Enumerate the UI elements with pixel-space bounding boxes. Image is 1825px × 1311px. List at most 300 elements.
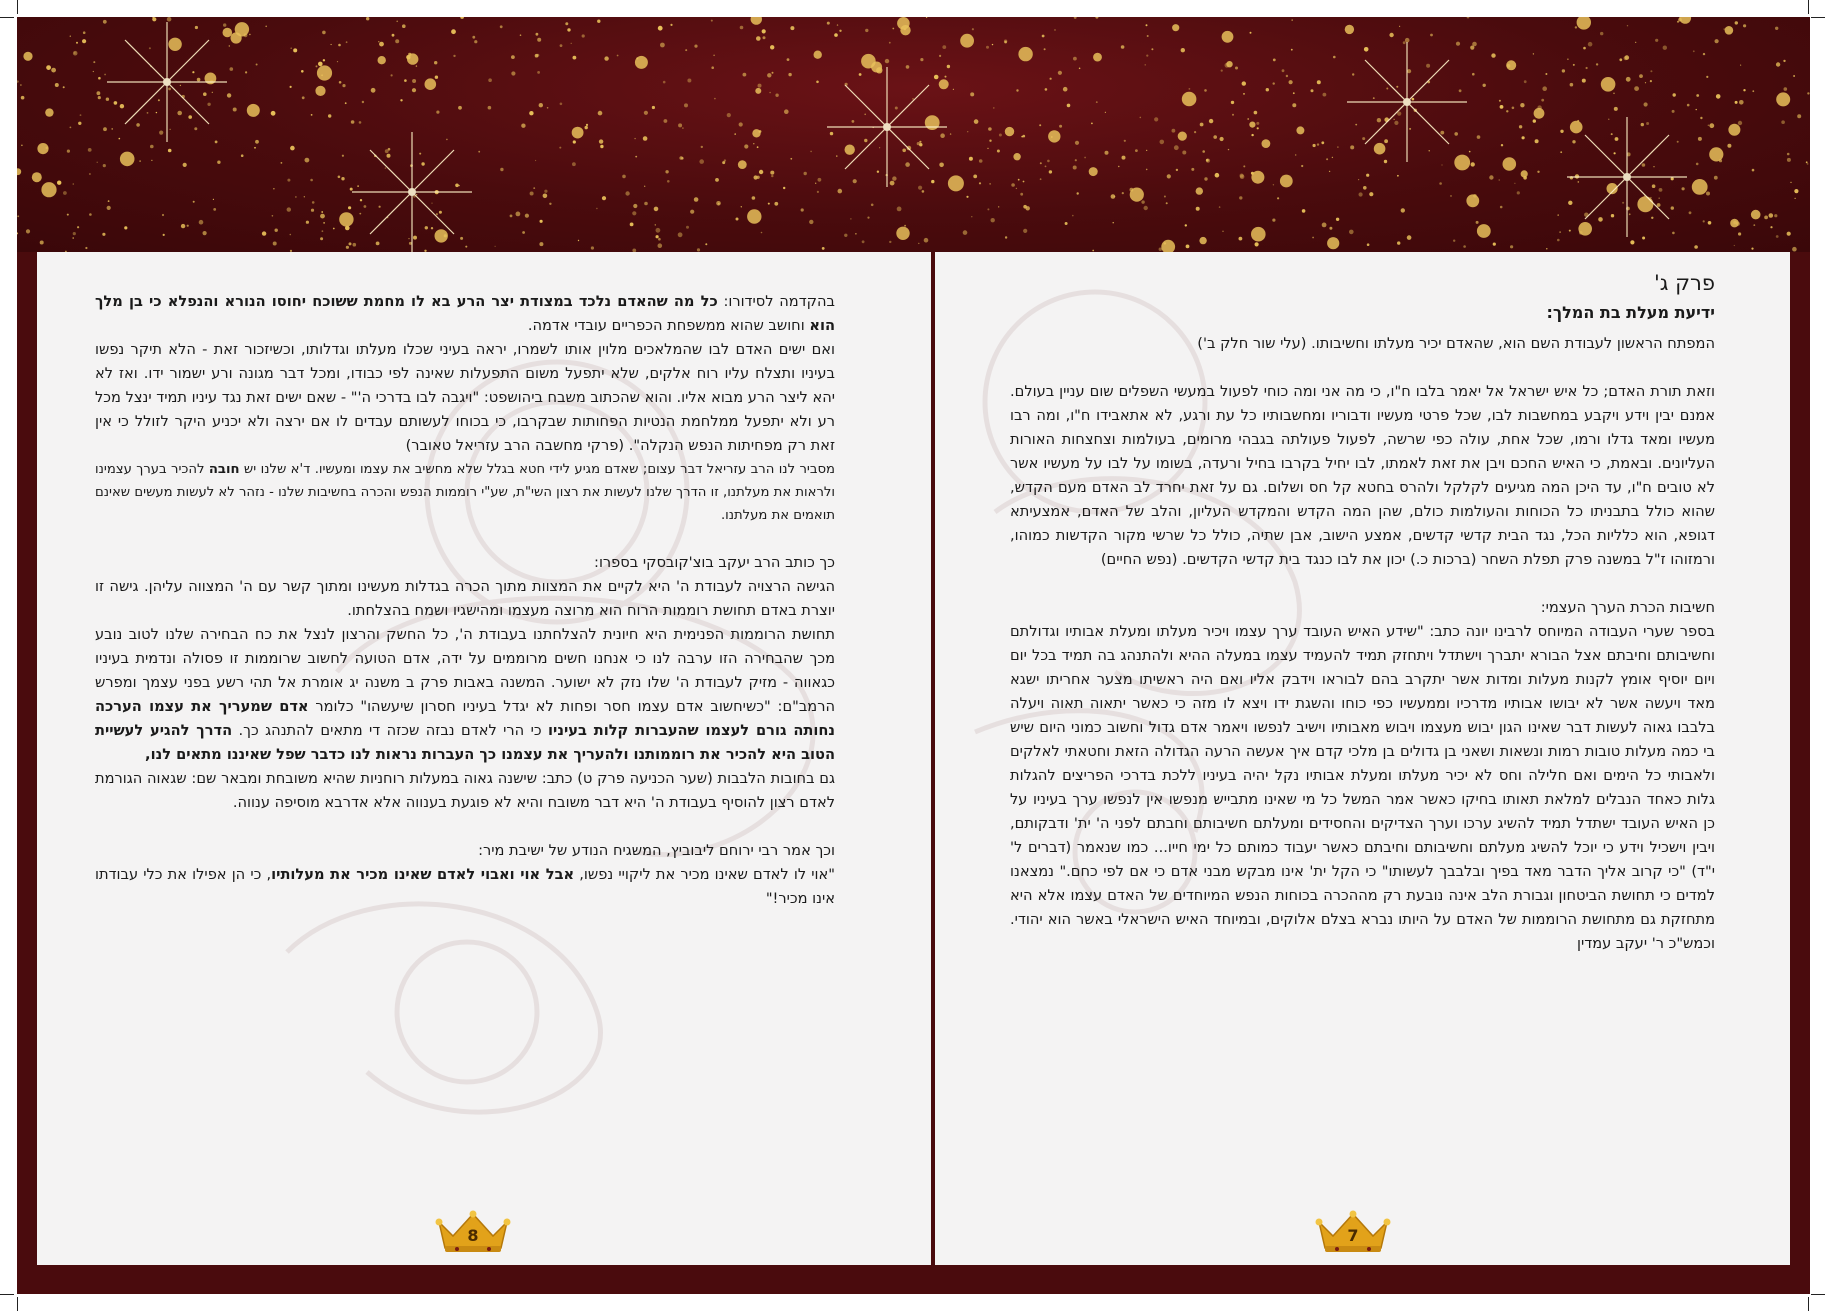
glitter-dot xyxy=(1567,58,1569,60)
glitter-dot xyxy=(371,88,376,93)
glitter-dot xyxy=(1651,217,1653,219)
glitter-dot xyxy=(1568,201,1572,205)
glitter-dot xyxy=(736,218,739,221)
glitter-dot xyxy=(1559,231,1560,232)
glitter-dot xyxy=(407,53,418,64)
glitter-dot xyxy=(711,66,714,69)
glitter-dot xyxy=(572,127,584,139)
text-run: מסביר לנו הרב עזריאל דבר עצום; שאדם מגיע לידי חטא בגלל שלא מחשיב את עצמו ומעשיו. ד'א שלנו יש xyxy=(239,462,835,477)
glitter-dot xyxy=(136,123,140,127)
glitter-dot xyxy=(1075,159,1077,161)
glitter-dot xyxy=(1311,89,1314,92)
glitter-dot xyxy=(834,33,838,37)
glitter-dot xyxy=(1694,245,1698,249)
glitter-dot xyxy=(1231,101,1234,104)
glitter-dot xyxy=(1510,245,1513,248)
glitter-dot xyxy=(585,126,588,129)
glitter-dot xyxy=(1016,188,1017,189)
glitter-dot xyxy=(1689,211,1692,214)
glitter-dot xyxy=(1776,62,1780,66)
glitter-dot xyxy=(804,172,807,175)
glitter-dot xyxy=(455,184,459,188)
glitter-dot xyxy=(290,47,292,49)
glitter-dot xyxy=(877,171,879,173)
glitter-dot xyxy=(1698,137,1702,141)
text-run: בספר שערי העבודה המיוחס לרבינו יונה כתב: "שידע האיש העובד ערך עצמו ויכיר מעלתו ומעלת אבותיו וגדולתם וחשיבותם וחיבתם אצל הבורא יתברך וישתדל ויתחזק תמיד להעמיד עצמו במעלה ההיא ולהתנהג בה תמיד בכל יום ויום יוסיף אומץ לקנות מעלות ומדות אשר יתקרב בהם לבוראו וידבק אליו ואם היה ראשיתו מצער אחריתו ישגא מאד ויעשה אשר לא יבושו אבותיו מדרכיו וממעשיו כפי כוחו והשגת ידו ויצא לו מזה כי כאשר יתאוה תאוה ויעלה בלבבו גאוה לעשות דבר שאינו הגון יבוש מעצמו ויבוש מאבותיו וישיב לנפשו ויאמר אדם גדול וחשוב כמוני היום שיש בי כמה מעלות טובות רמות ונשאות ושאני בן גדולים בן מלכי קדם איך אעשה הרעה הגדולה הזאת וחטאתי לאלקים ולאבותי כל הימים ואם חלילה וחס לא יכיר מעלתו ומעלת אבותיו נקל יהיה בעיניו ללכת בדרכי הפריצים להגלות גלות כאחד הנבלים למלאת תאותו בחיקו כאשר אמר המשל כל מי שאינו מתבייש מנפשו אין לנפשו ערך בעיניו על כן האיש העובד ישתדל תמיד להשיג ערכו וערך הצדיקים והחסידים ומעלתם חשיבותם וחבתם לפני ה' ית' ודבקותם, ויבין וישכיל וידע כי יוכל להשיג מעלתם וחשיבותם וחיבתם כאשר יעבוד כמותם כל ימי חייו... כמו שנאמר (דברים ל' י"ד) "כי קרוב אליך הדבר מאד בפיך ובלבבך לעשותו" כי הקל ית' אינו מבקש מבני אדם כי אם לפי כחם." נמצאנו למדים כי תחושת הביטחון וגבורת הלב אינה נובעת רק מההכרה בכוחות הנפש המיוחדים של האדם עצמו אלא היא מתחזקת גם מתחושת הרוממות של האדם על היותו נברא בצלם אלוקים, ובמיוחד האיש הישראלי באשר הוא יהודי. וכמש"כ ר' יעקב עמדין xyxy=(1010,623,1715,952)
glitter-dot xyxy=(890,181,895,186)
glitter-dot xyxy=(1627,25,1628,26)
glitter-dot xyxy=(255,140,259,144)
glitter-dot xyxy=(1202,150,1205,153)
glitter-dot xyxy=(822,247,825,250)
glitter-dot xyxy=(759,170,763,174)
glitter-dot xyxy=(1781,120,1785,124)
glitter-dot xyxy=(435,229,448,242)
glitter-dot xyxy=(1533,53,1534,54)
glitter-dot xyxy=(159,131,163,135)
glitter-dot xyxy=(1151,48,1153,50)
glitter-dot xyxy=(967,131,968,132)
glitter-dot xyxy=(1795,198,1796,199)
glitter-dot xyxy=(897,207,902,212)
glitter-dot xyxy=(345,226,350,231)
glitter-dot xyxy=(738,160,747,169)
glitter-dot xyxy=(889,241,891,243)
glitter-dot xyxy=(1629,213,1631,215)
glitter-dot xyxy=(814,51,822,59)
glitter-dot xyxy=(76,42,78,44)
glitter-dot xyxy=(1026,206,1030,210)
glitter-dot xyxy=(686,226,689,229)
glitter-dot xyxy=(1807,163,1809,165)
glitter-dot xyxy=(1225,63,1230,68)
glitter-dot xyxy=(339,212,353,226)
glitter-dot xyxy=(1072,215,1074,217)
glitter-dot xyxy=(1560,130,1563,133)
glitter-dot xyxy=(1806,161,1808,163)
paragraph xyxy=(95,623,835,767)
glitter-dot xyxy=(572,162,576,166)
glitter-dot xyxy=(1222,31,1234,43)
glitter-dot xyxy=(1286,75,1288,77)
glitter-dot xyxy=(1696,109,1697,110)
glitter-dot xyxy=(287,179,290,182)
glitter-dot xyxy=(1409,128,1411,130)
glitter-dot xyxy=(543,194,548,199)
glitter-dot xyxy=(421,162,424,165)
glitter-dot xyxy=(559,147,561,149)
glitter-dot xyxy=(853,179,857,183)
glitter-dot xyxy=(1004,41,1007,44)
glitter-dot xyxy=(245,71,247,73)
glitter-dot xyxy=(323,59,325,61)
glitter-dot xyxy=(1144,206,1148,210)
glitter-dot xyxy=(865,29,868,32)
glitter-dot xyxy=(1769,213,1774,218)
glitter-dot xyxy=(1630,240,1634,244)
glitter-dot xyxy=(102,233,105,236)
glitter-dot xyxy=(459,185,460,186)
glitter-dot xyxy=(658,243,663,248)
glitter-dot xyxy=(158,99,160,101)
glitter-dot xyxy=(1655,39,1658,42)
glitter-dot xyxy=(1140,117,1142,119)
glitter-dot xyxy=(1557,239,1560,242)
glitter-dot xyxy=(453,55,455,57)
text-run: וזאת תורת האדם; כל איש ישראל אל יאמר בלבו ח"ו, כי מה אני ומה כוחי לפעול במעשי השפלים שום עניין בעולם. אמנם יבין וידע ויקבע במחשבות לבו, שכל פרטי מעשיו ודבוריו ומחשבותיו כל עת ורגע, לא אתאבידו ח"ו, ומה רבו מעשיו ומאד גדלו ורמו, שכל אחת, עולה כפי שרשה, לפעול פעולתה בגבהי מרומים, בעולמות וצחצחות האורות העליונים. ובאמת, כי האיש החכם ויבן את זאת לאמתו, לבו יחיל בקרבו בחיל ורעדה, בשומו על לבו על מעשיו אשר לא טובים ח"ו, עד היכן המה מגיעים לקלקל ולהרס בחטא קל חס ושלום. גם על זאת יחרד לב האדם מעם הקדש, שהוא כולל בתבניתו כל הכוחות והעולמות כולם, שהן המה הקדש והמקדש העליון, והלב של האדם, אמצעיתא דגופא, הוא כלליות הכל, נגד הבית קדשי קדשים, אמצע הישוב, אבן שתיה, כולל כל שרשי מקור הקדשות כמוהו, ורמזוהו ז"ל במשנה פרק תפלת השחר (ברכות כ.) יכון את לבו כנגד בית קדשי הקדשים. (נפש החיים) xyxy=(1010,383,1715,568)
glitter-dot xyxy=(537,38,541,42)
glitter-dot xyxy=(892,176,896,180)
right-page-body xyxy=(1010,332,1715,956)
glitter-dot xyxy=(1377,118,1381,122)
bold-text: כל מה שהאדם נלכד במצודת יצר הרע בא לו מחמת ששוכח יחוסו הנורא והנפלא כי בן מלך הוא xyxy=(95,293,835,334)
glitter-dot xyxy=(897,17,910,30)
glitter-dot xyxy=(425,78,437,90)
glitter-dot xyxy=(1364,47,1369,52)
glitter-dot xyxy=(1075,141,1079,145)
glitter-dot xyxy=(768,203,770,205)
glitter-dot xyxy=(1537,105,1541,109)
glitter-dot xyxy=(1703,220,1705,222)
glitter-dot xyxy=(770,45,774,49)
glitter-dot xyxy=(488,106,492,110)
glitter-dot xyxy=(573,56,577,60)
glitter-dot xyxy=(1065,222,1068,225)
glitter-dot xyxy=(511,71,515,75)
glitter-dot xyxy=(1362,137,1365,140)
glitter-dot xyxy=(1272,219,1275,222)
glitter-dot xyxy=(1776,92,1790,106)
glitter-dot xyxy=(156,112,157,113)
glitter-dot xyxy=(979,182,981,184)
glitter-dot xyxy=(1787,232,1791,236)
paragraph xyxy=(95,290,835,338)
glitter-dot xyxy=(17,215,19,217)
glitter-dot xyxy=(678,232,683,237)
glitter-dot xyxy=(1715,39,1719,43)
glitter-dot xyxy=(867,217,869,219)
glitter-dot xyxy=(1077,192,1079,194)
glitter-dot xyxy=(1727,144,1731,148)
glitter-dot xyxy=(67,214,69,216)
glitter-dot xyxy=(660,43,665,48)
glitter-dot xyxy=(1256,122,1259,125)
glitter-dot xyxy=(715,178,719,182)
glitter-dot xyxy=(106,98,109,101)
sparkle-star xyxy=(107,22,227,142)
crop-mark xyxy=(0,17,14,18)
glitter-dot xyxy=(416,194,417,195)
glitter-dot xyxy=(993,107,995,109)
glitter-dot xyxy=(1430,34,1433,37)
glitter-dot xyxy=(80,114,82,116)
glitter-dot xyxy=(790,26,794,30)
glitter-dot xyxy=(241,154,244,157)
glitter-dot xyxy=(1039,124,1041,126)
glitter-dot xyxy=(1091,123,1093,125)
sparkle-star xyxy=(827,67,947,187)
glitter-dot xyxy=(364,205,367,208)
glitter-dot xyxy=(600,145,603,148)
glitter-dot xyxy=(761,232,763,234)
glitter-dot xyxy=(1734,245,1735,246)
glitter-dot xyxy=(1586,67,1588,69)
glitter-dot xyxy=(892,28,894,30)
glitter-dot xyxy=(488,78,492,82)
glitter-dot xyxy=(904,225,906,227)
glitter-dot xyxy=(644,111,648,115)
glitter-dot xyxy=(119,138,121,140)
glitter-dot xyxy=(1775,27,1778,30)
text-run: המפתח הראשון לעבודת השם הוא, שהאדם יכיר מעלתו וחשיבותו. (עלי שור חלק ב') xyxy=(1197,335,1715,352)
glitter-dot xyxy=(1454,155,1470,171)
page-number-crown-right xyxy=(1313,1208,1393,1256)
glitter-dot xyxy=(321,211,323,213)
glitter-dot xyxy=(1247,118,1249,120)
glitter-dot xyxy=(1535,139,1539,143)
glitter-dot xyxy=(1450,195,1451,196)
glitter-dot xyxy=(1596,63,1598,65)
glitter-dot xyxy=(1074,17,1077,19)
glitter-dot xyxy=(664,119,668,123)
glitter-dot xyxy=(1124,140,1126,142)
glitter-dot xyxy=(272,215,274,217)
glitter-dot xyxy=(1673,93,1676,96)
glitter-dot xyxy=(711,20,713,22)
glitter-dot xyxy=(199,220,204,225)
glitter-dot xyxy=(596,208,597,209)
glitter-dot xyxy=(120,152,135,167)
paragraph xyxy=(1010,620,1715,956)
glitter-dot xyxy=(658,26,663,31)
glitter-dot xyxy=(1441,164,1442,165)
glitter-dot xyxy=(1059,125,1062,128)
glitter-dot xyxy=(1016,89,1018,91)
glitter-dot xyxy=(1317,80,1321,84)
glitter-dot xyxy=(1164,196,1166,198)
glitter-dot xyxy=(1040,178,1042,180)
glitter-dot xyxy=(830,132,833,135)
bold-text: אדם שמעריך את עצמו הערכה נחותה גורם לעצמו שהעברות קלות בעיניו xyxy=(95,698,835,739)
glitter-dot xyxy=(1696,163,1699,166)
sparkle-star xyxy=(352,132,472,252)
glitter-dot xyxy=(1204,177,1207,180)
glitter-dot xyxy=(322,230,324,232)
glitter-dot xyxy=(391,74,393,76)
glitter-dot xyxy=(1499,100,1501,102)
glitter-dot xyxy=(1323,93,1327,97)
glitter-dot xyxy=(1067,104,1071,108)
glitter-dot xyxy=(1005,127,1014,136)
glitter-dot xyxy=(320,214,325,219)
glitter-dot xyxy=(771,175,773,177)
glitter-dot xyxy=(809,220,813,224)
glitter-dot xyxy=(1194,131,1196,133)
glitter-dot xyxy=(1493,243,1496,246)
glitter-dot xyxy=(705,243,707,245)
glitter-dot xyxy=(425,226,428,229)
glitter-dot xyxy=(149,47,151,49)
glitter-dot xyxy=(1257,127,1259,129)
glitter-dot xyxy=(747,209,761,223)
glitter-dot xyxy=(446,139,448,141)
glitter-dot xyxy=(195,26,198,29)
glitter-dot xyxy=(223,28,233,38)
glitter-dot xyxy=(103,164,106,167)
glitter-dot xyxy=(1045,88,1048,91)
glitter-dot xyxy=(1337,146,1338,147)
glitter-dot xyxy=(560,103,563,106)
glitter-dot xyxy=(602,196,606,200)
glitter-dot xyxy=(1185,224,1187,226)
glitter-dot xyxy=(439,211,442,214)
glitter-dot xyxy=(755,88,761,94)
glitter-dot xyxy=(1679,17,1691,24)
glitter-dot xyxy=(788,73,791,76)
glitter-dot xyxy=(687,79,691,83)
glitter-dot xyxy=(859,73,862,76)
glitter-dot xyxy=(223,23,226,26)
glitter-dot xyxy=(1635,42,1636,43)
glitter-dot xyxy=(864,114,866,116)
glitter-dot xyxy=(1160,140,1165,145)
glitter-dot xyxy=(1255,242,1259,246)
glitter-dot xyxy=(458,106,462,110)
glitter-dot xyxy=(107,206,111,210)
glitter-dot xyxy=(879,147,880,148)
glitter-dot xyxy=(1073,57,1077,61)
glitter-dot xyxy=(586,124,588,126)
glitter-dot xyxy=(359,121,362,124)
glitter-dot xyxy=(991,218,995,222)
glitter-dot xyxy=(836,155,837,156)
glitter-dot xyxy=(734,133,736,135)
glitter-dot xyxy=(1232,114,1234,116)
glitter-dot xyxy=(328,114,331,117)
glitter-dot xyxy=(1507,64,1511,68)
glitter-dot xyxy=(333,228,335,230)
glitter-dot xyxy=(1641,123,1644,126)
glitter-dot xyxy=(1121,45,1125,49)
glitter-dot xyxy=(722,161,725,164)
glitter-dot xyxy=(1329,171,1330,172)
glitter-dot xyxy=(1545,73,1547,75)
glitter-dot xyxy=(1573,64,1575,66)
glitter-dot xyxy=(1611,133,1613,135)
glitter-dot xyxy=(1622,202,1624,204)
glitter-dot xyxy=(1135,149,1138,152)
glitter-dot xyxy=(275,229,278,232)
glitter-dot xyxy=(21,96,25,100)
glitter-dot xyxy=(784,109,789,114)
glitter-dot xyxy=(1645,82,1646,83)
glitter-dot xyxy=(400,99,402,101)
page-number: 7 xyxy=(1347,1226,1359,1245)
glitter-dot xyxy=(233,108,237,112)
glitter-dot xyxy=(1601,77,1616,92)
glitter-dot xyxy=(1794,189,1798,193)
glitter-dot xyxy=(837,24,838,25)
glitter-dot xyxy=(1047,160,1050,163)
glitter-dot xyxy=(536,33,539,36)
glitter-dot xyxy=(989,140,991,142)
glitter-dot xyxy=(73,232,76,235)
text-run: תחושת הרוממות הפנימית היא חיונית להצלחתנו בעבודת ה', כל החשק והרצון לנצל את כח הבחירה שלנו לטוב נובע מכך שהבחירה הזו ערבה לנו כי אנחנו חשים מרוממים על ידה, אדם הטועה לחשוב שרוממות זו פסולה ונדמית בעיניו כגאווה - מזיק לעבודת ה' שלו נזק לא ישוער. המשנה באבות פרק ב משנה יג אומרת אל תהי רשע בפני עצמך ומפרש הרמב"ם: "כשיחשוב אדם עצמו חסר ופחות לא יגדל בעיניו חסרון שיעשהו" כלומר xyxy=(95,626,835,715)
glitter-dot xyxy=(1626,77,1631,82)
glitter-dot xyxy=(40,241,44,245)
glitter-dot xyxy=(753,143,754,144)
glitter-dot xyxy=(918,186,922,190)
glitter-dot xyxy=(1646,122,1649,125)
glitter-dot xyxy=(1363,186,1367,190)
glitter-dot xyxy=(1522,136,1525,139)
glitter-dot xyxy=(396,21,398,23)
glitter-dot xyxy=(1172,129,1176,133)
glitter-dot xyxy=(1220,137,1224,141)
glitter-dot xyxy=(992,44,993,45)
paragraph xyxy=(1010,332,1715,356)
glitter-dot xyxy=(1774,214,1777,217)
glitter-dot xyxy=(533,187,535,189)
glitter-dot xyxy=(345,102,347,104)
paragraph xyxy=(95,551,835,575)
glitter-dot xyxy=(1787,153,1790,156)
glitter-dot xyxy=(1471,162,1475,166)
glitter-dot xyxy=(1332,157,1333,158)
glitter-dot xyxy=(739,122,743,126)
glitter-dot xyxy=(412,88,416,92)
glitter-dot xyxy=(392,34,395,37)
glitter-dot xyxy=(1172,24,1179,31)
glitter-dot xyxy=(1174,145,1179,150)
glitter-dot xyxy=(1191,168,1194,171)
bold-text: אבל אוי ואבוי לאדם שאינו מכיר את מעלותיו xyxy=(271,866,575,883)
glitter-dot xyxy=(1254,111,1258,115)
glitter-dot xyxy=(93,61,95,63)
glitter-dot xyxy=(979,159,983,163)
glitter-dot xyxy=(1374,143,1386,155)
glitter-dot xyxy=(1167,174,1171,178)
glitter-dot xyxy=(922,190,925,193)
glitter-dot xyxy=(1677,21,1679,23)
glitter-dot xyxy=(634,138,635,139)
glitter-dot xyxy=(625,191,629,195)
glitter-dot xyxy=(1523,176,1527,180)
glitter-dot xyxy=(32,172,42,182)
glitter-dot xyxy=(905,162,910,167)
glitter-dot xyxy=(357,185,359,187)
glitter-dot xyxy=(850,218,851,219)
glitter-dot xyxy=(26,229,30,233)
glitter-dot xyxy=(1650,80,1652,82)
glitter-dot xyxy=(1672,110,1675,113)
glitter-dot xyxy=(404,79,407,82)
glitter-dot xyxy=(1557,214,1559,216)
glitter-dot xyxy=(751,17,762,25)
glitter-dot xyxy=(67,150,70,153)
glitter-dot xyxy=(231,32,242,43)
glitter-dot xyxy=(1295,154,1296,155)
left-page-text xyxy=(95,290,835,911)
glitter-dot xyxy=(1289,80,1293,84)
glitter-dot xyxy=(549,203,551,205)
glitter-dot xyxy=(1113,222,1114,223)
glitter-dot xyxy=(987,148,988,149)
glitter-dot xyxy=(1291,49,1293,51)
glitter-dot xyxy=(1407,235,1412,240)
glitter-dot xyxy=(188,115,192,119)
paragraph xyxy=(95,839,835,863)
